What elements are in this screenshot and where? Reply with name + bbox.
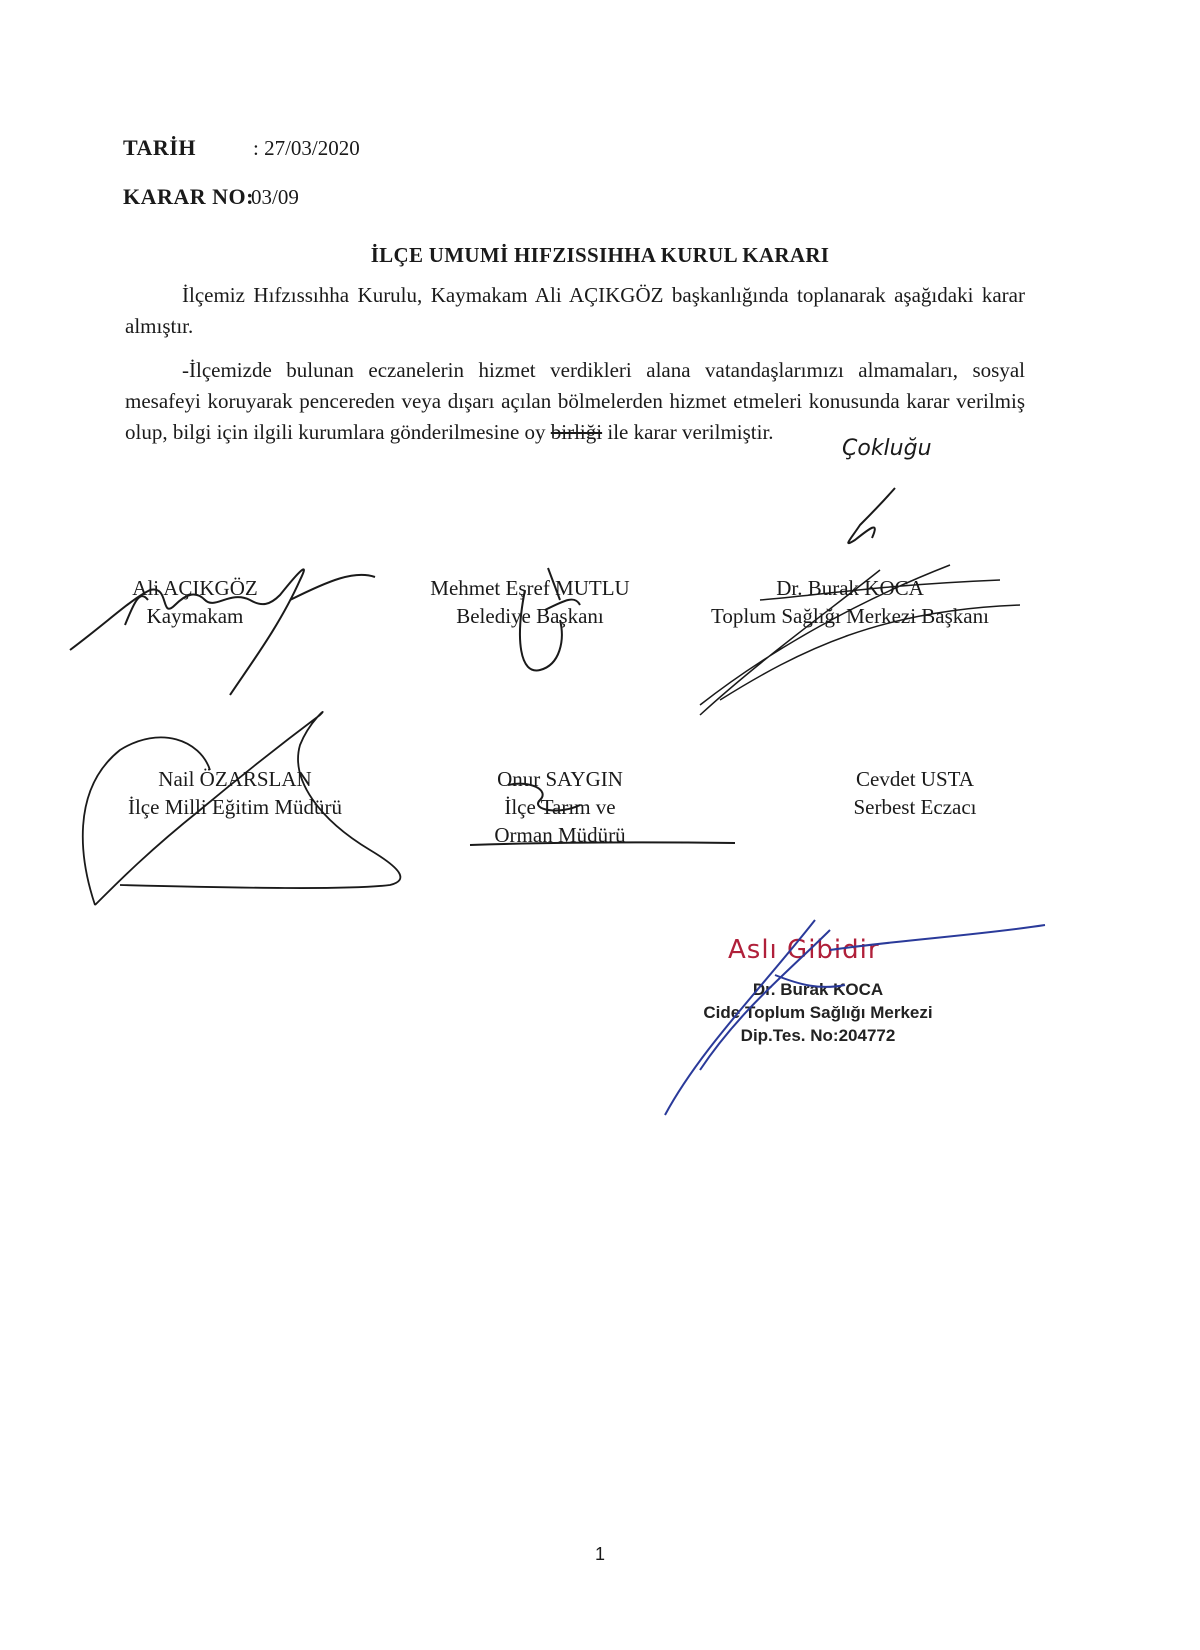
signatory-name: Dr. Burak KOCA	[776, 576, 924, 600]
stamp-line-name: Dr. Burak KOCA	[752, 980, 884, 999]
page-number: 1	[594, 1544, 605, 1564]
handwritten-correction: Çokluğu	[842, 436, 932, 461]
signatory-name: Ali AÇIKGÖZ	[132, 576, 258, 600]
signature-block-agriculture	[440, 765, 680, 849]
struck-word: birliği	[550, 420, 603, 444]
signatory-title-continued: Orman Müdürü	[494, 823, 626, 847]
paragraph-decision	[125, 355, 1025, 448]
paragraph-decision-start: -İlçemizde bulunan eczanelerin hizmet verdikleri alana vatandaşlarımızı almamaları, sosyal mesafeyi koruyarak pencereden veya dışarı açılan bölmelerden hizmet etmeleri konusunda karar verilmiş olup, bilgi için ilgili kurumlara gönderilmesine oy	[125, 358, 1025, 444]
signature-block-pharmacist	[805, 765, 1025, 821]
official-stamp	[668, 978, 968, 1047]
signature-block-governor	[95, 574, 295, 630]
date-label: TARİH	[123, 135, 196, 160]
certification-handwritten: Aslı Gibidir	[728, 935, 880, 965]
stamp-line-diploma: Dip.Tes. No:204772	[740, 1026, 896, 1045]
signature-block-education	[105, 765, 365, 821]
signatory-name: Mehmet Eşref MUTLU	[430, 576, 630, 600]
signatory-name: Nail ÖZARSLAN	[158, 767, 312, 791]
paragraph-decision-end: ile karar verilmiştir.	[607, 420, 774, 444]
date-value: : 27/03/2020	[253, 136, 360, 160]
signature-block-mayor	[390, 574, 670, 630]
signatory-title: Toplum Sağlığı Merkezi Başkanı	[711, 604, 989, 628]
signatory-title: Kaymakam	[146, 604, 244, 628]
decision-number-label: KARAR NO:	[123, 184, 254, 209]
signature-block-health-center	[680, 574, 1020, 630]
signatory-name: Onur SAYGIN	[497, 767, 623, 791]
signatory-name: Cevdet USTA	[856, 767, 974, 791]
decision-number-value: 03/09	[251, 185, 299, 209]
signatory-title: İlçe Tarım ve	[504, 795, 616, 819]
signatory-title: Serbest Eczacı	[853, 795, 977, 819]
document-title: İLÇE UMUMİ HIFZISSIHHA KURUL KARARI	[370, 243, 830, 267]
correction-mark-icon	[848, 488, 895, 543]
paragraph-intro: İlçemiz Hıfzıssıhha Kurulu, Kaymakam Ali AÇIKGÖZ başkanlığında toplanarak aşağıdaki karar almıştır.	[125, 283, 1025, 338]
stamp-line-institution: Cide Toplum Sağlığı Merkezi	[703, 1003, 933, 1022]
signatory-title: Belediye Başkanı	[456, 604, 604, 628]
signatory-title: İlçe Milli Eğitim Müdürü	[127, 795, 343, 819]
